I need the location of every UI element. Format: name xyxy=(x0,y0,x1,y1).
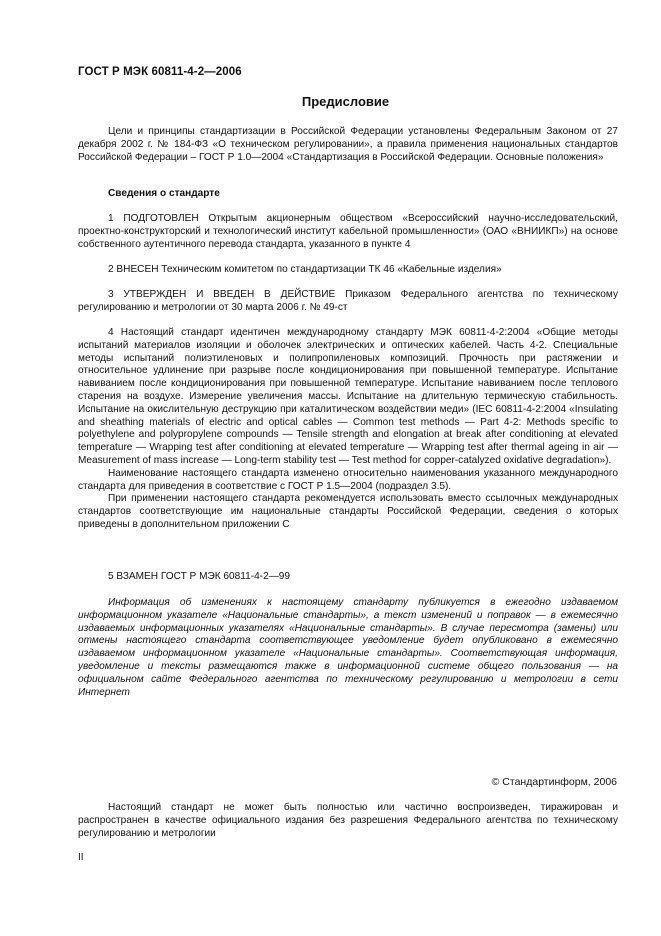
list-item-4-note-refs: При применении настоящего стандарта рекомендуется использовать вместо ссылочных международных стандартов соответствующие им национальные стандарты Российской Федерации, сведения о которых приведены в дополнительном приложении С xyxy=(78,493,618,530)
list-item-5: 5 ВЗАМЕН ГОСТ Р МЭК 60811-4-2—99 xyxy=(108,571,291,582)
subheading-block xyxy=(78,188,618,201)
document-header: ГОСТ Р МЭК 60811-4-2—2006 xyxy=(78,66,242,78)
list-item-1: 1 ПОДГОТОВЛЕН Открытым акционерным обществом «Всероссийский научно-исследовательский, проектно-конструкторский и технологический институт кабельной промышленности» (ОАО «ВНИИКП») на основе собственного аутентичного перевода стандарта, указанного в пункте 4 xyxy=(78,213,618,250)
info-block xyxy=(78,597,618,699)
intro-paragraph: Цели и принципы стандартизации в Российской Федерации установлены Федеральным Законом от 27 декабря 2002 г. № 184-ФЗ «О техническом регулировании», а правила применения национальных стандартов Российской Федерации – ГОСТ Р 1.0—2004 «Стандартизация в Российской Федерации. Основные положения» xyxy=(78,126,618,163)
section-subheading: Сведения о стандарте xyxy=(108,188,220,199)
changes-info-paragraph: Информация об изменениях к настоящему стандарту публикуется в ежегодно издаваемом информационном указателе «Национальные стандарты», а текст изменений и поправок — в ежемесячно издаваемых информационных указателях «Национальные стандарты». В случае пересмотра (замены) или отмены настоящего стандарта соответствующее уведомление будет опубликовано в ежемесячно издаваемом информационном указателе «Национальные стандарты». Соответствующая информация, уведомление и тексты размещаются также в информационной системе общего пользования — на официальном сайте Федерального агентства по техническому регулированию и метрологии в сети Интернет xyxy=(78,597,618,698)
item-4-block xyxy=(78,327,618,532)
page-title: Предисловие xyxy=(301,94,390,109)
item-5-block xyxy=(78,571,618,584)
page-number: II xyxy=(78,852,84,863)
item-2-block xyxy=(78,264,618,277)
notice-block xyxy=(78,802,618,840)
reproduction-notice: Настоящий стандарт не может быть полностью или частично воспроизведен, тиражирован и распространен в качестве официального издания без разрешения Федерального агентства по техническому регулированию и метрологии xyxy=(78,802,618,839)
list-item-4: 4 Настоящий стандарт идентичен международному стандарту МЭК 60811-4-2:2004 «Общие методы испытаний материалов изоляции и оболочек электрических и оптических кабелей. Часть 4-2. Специальные методы испытаний полиэтиленовых и полипропиленовых композиций. Прочность при растяжении и относительное удлинение при разрыве после кондиционирования при повышенной температуре. Испытание навиванием после кондиционирования при повышенной температуре. Испытание навиванием после теплового старения на воздухе. Измерение увеличения массы. Испытание на длительную термическую стабильность. Испытание на окислительную деструкцию при каталитическом воздействии меди» (IEC 60811-4-2:2004 «Insulating and sheathing materials of electric and optical cables — Common test methods — Part 4-2: Methods specific to polyethylene and polypropylene compounds — Tensile strength and elongation at break after conditioning at elevated temperature — Wrapping test after conditioning at elevated temperature — Wrapping test after thermal ageing in air — Measurement of mass increase — Long-term stability test — Test method for copper-catalyzed oxidative degradation»). xyxy=(78,327,618,466)
list-item-3: 3 УТВЕРЖДЕН И ВВЕДЕН В ДЕЙСТВИЕ Приказом Федерального агентства по техническому регулированию и метрологии от 30 марта 2006 г. № 49-ст xyxy=(78,289,618,313)
list-item-2: 2 ВНЕСЕН Техническим комитетом по стандартизации ТК 46 «Кабельные изделия» xyxy=(108,264,502,275)
copyright-line: © Стандартинформ, 2006 xyxy=(491,776,617,788)
item-3-block xyxy=(78,289,618,315)
intro-block xyxy=(78,126,618,164)
item-1-block xyxy=(78,213,618,251)
list-item-4-note-name: Наименование настоящего стандарта изменено относительно наименования указанного международного стандарта для приведения в соответствие с ГОСТ Р 1.5—2004 (подраздел 3.5). xyxy=(78,467,618,492)
